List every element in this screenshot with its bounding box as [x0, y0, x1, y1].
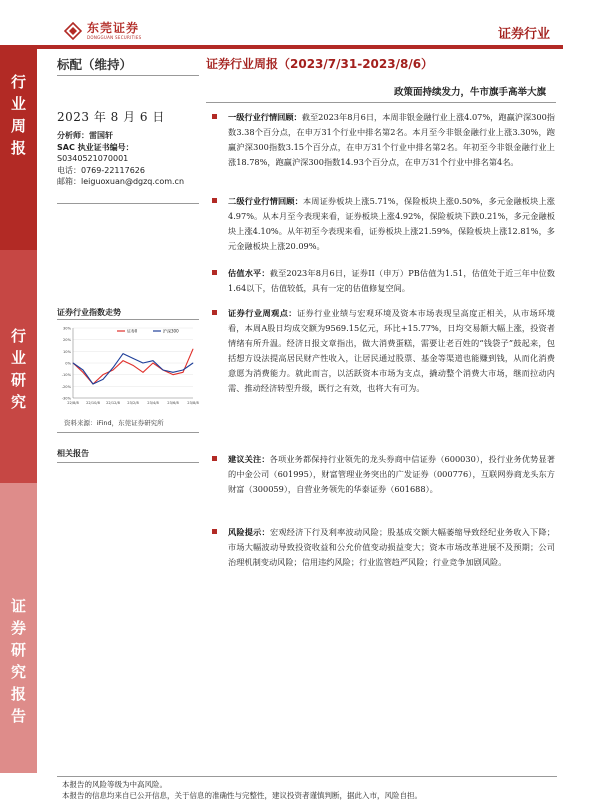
x-tick-label: 23/6/8	[167, 401, 179, 405]
report-title: 证券行业周报（2023/7/31-2023/8/6）	[206, 57, 434, 71]
bullet-text: 截至2023年8月6日，本周非银金融行业上涨4.07%，跑赢沪深300指数3.38个百分点，在申万31个行业中排名第2名。本月至今非银金融行业上涨3.30%，跑赢沪深300指数3.15个百分点，在申万31个行业中排名第2名。年初至今非银金融行业上涨18.78%，跑赢沪深300指数14.93个百分点，在申万31个行业中排名第4名。	[228, 112, 555, 167]
left-divider	[57, 462, 199, 463]
series-point-1	[113, 367, 114, 368]
report-date: 2023 年 8 月 6 日	[57, 110, 165, 124]
y-tick-label: 0%	[65, 361, 71, 366]
report-subtitle: 政策面持续发力，牛市旗手高举大旗	[393, 87, 546, 98]
bullet-text: 宏观经济下行及利率波动风险；股基成交额大幅萎缩导致经纪业务收入下降；市场大幅波动导致投资收益和公允价值变动损益变大；资本市场改革进展不及预期；公司治理机制变动风险；信用违约风险；行业监管趋严风险；行业竞争加剧风险。	[228, 527, 555, 567]
industry-title: 证券行业	[497, 27, 550, 42]
y-tick-label: -20%	[61, 384, 71, 389]
bullet-valuation	[210, 266, 555, 296]
side-char: 业	[10, 349, 26, 367]
brand-name-en: DONGGUAN SECURITIES	[87, 35, 142, 40]
analyst-name: 分析师：雷国轩	[57, 131, 113, 140]
bullet-text: 本周证券板块上涨5.71%，保险板块上涨0.50%，多元金融板块上涨4.97%。从本月至今表现来看，证券板块上涨4.92%，保险板块下跌0.21%，多元金融板块上涨4.10%。从年初至今表现来看，证券板块上涨21.59%，保险板块上涨12.81%，多元金融板块上涨20.09%。	[228, 196, 555, 251]
bullet-label: 证券行业周观点：	[228, 308, 297, 318]
bullet-text: 截至2023年8月6日，证券II（申万）PB估值为1.51，估值处于近三年中位数1.64以下，估值较低，具有一定的估值修复空间。	[228, 268, 555, 293]
side-char: 究	[10, 663, 26, 681]
side-char: 究	[10, 393, 26, 411]
series-point-1	[143, 363, 144, 364]
related-reports-heading: 相关报告	[57, 449, 89, 458]
index-chart-title: 证券行业指数走势	[57, 308, 121, 317]
series-line-0	[73, 349, 193, 384]
y-tick-label: 10%	[63, 349, 71, 354]
series-point-1	[183, 370, 184, 371]
series-point-1	[103, 379, 104, 380]
series-point-0	[173, 374, 174, 375]
series-point-0	[103, 374, 104, 375]
x-tick-label: 22/10/8	[86, 401, 100, 405]
bullet-text: 各项业务都保持行业领先的龙头券商中信证券（600030），投行业务优势显著的中金公司（601995），财富管理业务突出的广发证券（000776），互联网券商龙头东方财富（300059），自营业务领先的华泰证券（601688）。	[228, 454, 555, 494]
series-point-0	[83, 372, 84, 373]
left-divider	[57, 319, 199, 320]
disclaimer	[62, 779, 422, 800]
side-char: 报	[10, 139, 26, 157]
side-char: 行	[10, 327, 26, 345]
x-tick-label: 23/8/8	[187, 401, 199, 405]
side-label-weekly	[0, 49, 37, 250]
side-char: 周	[10, 117, 26, 135]
bullet-label: 建议关注：	[228, 454, 270, 464]
risk-level-note: 本报告的风险等级为中高风险。	[62, 780, 167, 789]
bullet-label: 一级行业行情回顾：	[228, 112, 302, 122]
series-point-1	[173, 372, 174, 373]
bullet-text: 证券行业业绩与宏观环境及资本市场表现呈高度正相关，从市场环境看，本周A股日均成交额为9569.15亿元，环比+15.77%，日均交易额大幅上涨，投资者情绪有所升温。经济日报文章指出，做大消费蛋糕，需要让老百姓的“钱袋子”鼓起来，包括想方设法提高居民财产性收入，让居民通过股票、基金等渠道也能赚到钱，从而化消费意愿为消费能力。就此而言，以活跃资本市场为支点，撬动整个消费大市场，继而拉动内需、推动经济转型升级，既行之有效，也将大有可为。	[228, 308, 555, 393]
series-point-0	[113, 370, 114, 371]
series-point-1	[93, 384, 94, 385]
cert-number: S0340521070001	[57, 154, 129, 163]
side-label-report	[0, 483, 37, 773]
series-point-1	[153, 360, 154, 361]
x-tick-label: 22/12/8	[106, 401, 120, 405]
left-divider	[57, 75, 199, 76]
brand-logo	[64, 22, 141, 40]
series-point-0	[133, 365, 134, 366]
legend-label: 证券Ⅱ	[127, 328, 137, 334]
series-point-1	[133, 358, 134, 359]
series-point-0	[193, 349, 194, 350]
cert-label: SAC 执业证书编号：	[57, 142, 134, 152]
x-tick-label: 23/2/8	[127, 401, 139, 405]
series-point-0	[143, 372, 144, 373]
side-label-research	[0, 250, 37, 483]
bullet-label: 估值水平：	[228, 268, 270, 278]
bullet-level2-review	[210, 194, 555, 254]
y-tick-label: 20%	[63, 338, 71, 343]
page-header	[0, 0, 600, 48]
bullet-label: 二级行业行情回顾：	[228, 196, 303, 206]
legend-label: 沪深300	[163, 328, 179, 334]
side-char: 行	[10, 73, 26, 91]
x-tick-label: 23/4/8	[147, 401, 159, 405]
brand-mark-icon	[64, 22, 82, 40]
bullet-label: 风险提示：	[228, 527, 270, 537]
rating: 标配（维持）	[57, 57, 133, 72]
series-point-0	[183, 372, 184, 373]
side-char: 券	[10, 619, 26, 637]
series-point-0	[153, 363, 154, 364]
series-point-0	[123, 360, 124, 361]
brand-name-cn: 东莞证券	[87, 21, 140, 35]
analyst-info	[57, 130, 184, 188]
series-point-1	[163, 370, 164, 371]
series-point-1	[193, 363, 194, 364]
bullet-level1-review	[210, 110, 555, 170]
side-char: 研	[10, 371, 26, 389]
side-char: 告	[10, 707, 26, 725]
series-point-1	[83, 370, 84, 371]
chart-source: 资料来源：iFind，东莞证券研究所	[64, 419, 164, 427]
x-tick-label: 22/8/8	[67, 401, 79, 405]
analyst-phone: 电话：0769-22117626	[57, 165, 145, 175]
series-point-1	[73, 363, 74, 364]
series-point-1	[123, 353, 124, 354]
side-char: 报	[10, 685, 26, 703]
y-tick-label: 30%	[63, 326, 71, 331]
bullet-recommendations	[210, 452, 555, 497]
y-tick-label: -10%	[61, 373, 71, 378]
side-char: 研	[10, 641, 26, 659]
y-tick-label: -30%	[61, 396, 71, 401]
index-chart	[57, 322, 199, 412]
side-char: 业	[10, 95, 26, 113]
side-char: 证	[10, 597, 26, 615]
info-disclaimer: 本报告的信息均来自已公开信息，关于信息的准确性与完整性，建议投资者谨慎判断，据此入市，风险自担。	[62, 791, 422, 800]
title-divider	[206, 102, 556, 103]
footer-divider	[57, 776, 557, 777]
analyst-email: 邮箱：leiguoxuan@dgzq.com.cn	[57, 177, 185, 186]
left-divider	[57, 432, 199, 433]
left-divider	[57, 203, 199, 204]
bullet-weekly-view	[210, 306, 555, 396]
bullet-risk	[210, 525, 555, 570]
header-divider	[0, 45, 563, 49]
